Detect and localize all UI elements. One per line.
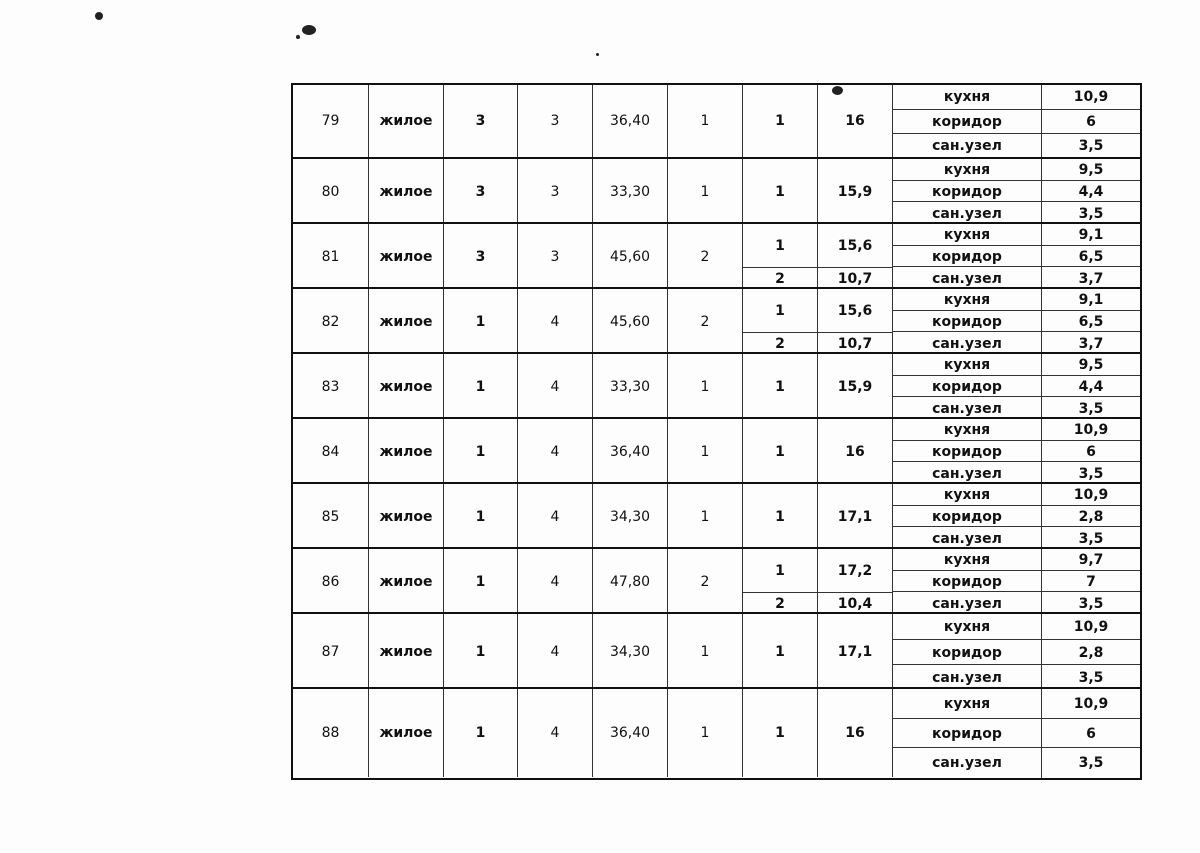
- auxiliary-rooms-block: [893, 354, 1140, 419]
- flat-number-cell: 85: [293, 484, 369, 549]
- total-area-cell: 45,60: [593, 224, 668, 289]
- room-number-cell: 1: [743, 224, 818, 267]
- flat-row: [293, 612, 1140, 689]
- scan-speck: [302, 25, 316, 35]
- total-area-cell: 45,60: [593, 289, 668, 354]
- room-area-cell: 16: [818, 419, 893, 484]
- aux-room-name: сан.узел: [893, 267, 1042, 290]
- aux-room-area: 10,9: [1073, 695, 1109, 712]
- floor-cell: 3: [518, 224, 593, 289]
- flat-row: [293, 547, 1140, 614]
- rooms-count-cell: 1: [668, 689, 743, 777]
- aux-room-area: 6: [1086, 443, 1096, 460]
- aux-room-area: 3,5: [1078, 755, 1104, 771]
- room-number-cell: 1: [743, 614, 818, 689]
- aux-room-area: 2,8: [1078, 508, 1104, 525]
- floor-cell: 4: [518, 419, 593, 484]
- aux-room-name: кухня: [893, 159, 1042, 180]
- flat-number-cell: 83: [293, 354, 369, 419]
- aux-room-name: кухня: [893, 419, 1042, 440]
- rooms-count-cell: 2: [668, 549, 743, 614]
- auxiliary-room-row: [893, 133, 1140, 158]
- auxiliary-room-row: [893, 614, 1140, 639]
- scan-speck: [95, 12, 103, 20]
- room-area-cell: 17,2: [818, 549, 893, 592]
- total-area-cell: 34,30: [593, 614, 668, 689]
- aux-room-name: кухня: [893, 614, 1042, 639]
- room-number-cell: 1: [743, 549, 818, 592]
- floor-cell: 3: [518, 159, 593, 224]
- auxiliary-rooms-block: [893, 224, 1140, 289]
- auxiliary-rooms-block: [893, 614, 1140, 689]
- living-rooms-block: [743, 85, 893, 157]
- auxiliary-room-row: [893, 375, 1140, 397]
- section-cell: 1: [444, 689, 518, 777]
- aux-room-area: 6,5: [1078, 313, 1104, 330]
- auxiliary-rooms-block: [893, 419, 1140, 484]
- living-room-row: [743, 354, 893, 419]
- flat-number-cell: 84: [293, 419, 369, 484]
- aux-room-area: 10,9: [1073, 421, 1109, 438]
- purpose-cell: жилое: [369, 289, 444, 354]
- total-area-cell: 36,40: [593, 689, 668, 777]
- aux-room-area: 6,5: [1078, 248, 1104, 265]
- floor-cell: 4: [518, 689, 593, 777]
- aux-room-name: сан.узел: [893, 134, 1042, 158]
- auxiliary-rooms-block: [893, 549, 1140, 614]
- room-number-cell: 1: [743, 289, 818, 332]
- aux-room-area: 3,5: [1078, 205, 1104, 222]
- floor-cell: 3: [518, 85, 593, 157]
- aux-room-area: 9,1: [1078, 291, 1104, 308]
- aux-room-area: 2,8: [1078, 644, 1104, 661]
- aux-room-area: 3,5: [1078, 595, 1104, 612]
- aux-room-name: коридор: [893, 719, 1042, 748]
- living-room-row: [743, 224, 893, 267]
- aux-room-name: коридор: [893, 376, 1042, 397]
- living-rooms-block: [743, 159, 893, 224]
- living-room-row: [743, 549, 893, 592]
- total-area-cell: 36,40: [593, 85, 668, 157]
- purpose-cell: жилое: [369, 689, 444, 777]
- purpose-cell: жилое: [369, 354, 444, 419]
- rooms-count-cell: 1: [668, 419, 743, 484]
- room-number-cell: 1: [743, 419, 818, 484]
- aux-room-area: 3,5: [1078, 669, 1104, 686]
- section-cell: 1: [444, 354, 518, 419]
- aux-room-name: сан.узел: [893, 665, 1042, 690]
- floor-cell: 4: [518, 614, 593, 689]
- section-cell: 1: [444, 419, 518, 484]
- rooms-count-cell: 1: [668, 159, 743, 224]
- auxiliary-room-row: [893, 484, 1140, 505]
- aux-room-name: коридор: [893, 506, 1042, 527]
- auxiliary-room-row: [893, 440, 1140, 462]
- room-area-cell: 17,1: [818, 484, 893, 549]
- auxiliary-rooms-block: [893, 689, 1140, 777]
- aux-room-name: кухня: [893, 549, 1042, 570]
- purpose-cell: жилое: [369, 159, 444, 224]
- section-cell: 1: [444, 484, 518, 549]
- auxiliary-room-row: [893, 718, 1140, 748]
- living-rooms-block: [743, 289, 893, 354]
- apartments-table: [291, 83, 1142, 780]
- flat-row: [293, 482, 1140, 549]
- aux-room-area: 4,4: [1078, 183, 1104, 200]
- flat-number-cell: 80: [293, 159, 369, 224]
- auxiliary-room-row: [893, 159, 1140, 180]
- rooms-count-cell: 1: [668, 484, 743, 549]
- section-cell: 3: [444, 85, 518, 157]
- room-number-cell: 1: [743, 484, 818, 549]
- total-area-cell: 33,30: [593, 159, 668, 224]
- flat-number-cell: 79: [293, 85, 369, 157]
- auxiliary-room-row: [893, 549, 1140, 570]
- aux-room-name: коридор: [893, 110, 1042, 134]
- auxiliary-room-row: [893, 180, 1140, 202]
- total-area-cell: 36,40: [593, 419, 668, 484]
- living-rooms-block: [743, 419, 893, 484]
- living-room-row: [743, 289, 893, 332]
- flat-number-cell: 81: [293, 224, 369, 289]
- rooms-count-cell: 1: [668, 354, 743, 419]
- living-room-row: [743, 689, 893, 777]
- living-rooms-block: [743, 689, 893, 777]
- aux-room-area: 9,5: [1078, 161, 1104, 178]
- room-area-cell: 15,9: [818, 354, 893, 419]
- aux-room-name: коридор: [893, 640, 1042, 665]
- auxiliary-room-row: [893, 224, 1140, 245]
- flat-row: [293, 417, 1140, 484]
- total-area-cell: 47,80: [593, 549, 668, 614]
- flat-number-cell: 86: [293, 549, 369, 614]
- aux-room-name: кухня: [893, 484, 1042, 505]
- auxiliary-room-row: [893, 245, 1140, 267]
- aux-room-area: 6: [1086, 114, 1096, 130]
- floor-cell: 4: [518, 484, 593, 549]
- aux-room-name: сан.узел: [893, 748, 1042, 778]
- section-cell: 1: [444, 614, 518, 689]
- aux-room-name: сан.узел: [893, 592, 1042, 615]
- aux-room-area: 3,7: [1078, 335, 1104, 352]
- floor-cell: 4: [518, 549, 593, 614]
- auxiliary-room-row: [893, 310, 1140, 332]
- aux-room-name: коридор: [893, 441, 1042, 462]
- aux-room-name: сан.узел: [893, 397, 1042, 420]
- auxiliary-room-row: [893, 289, 1140, 310]
- aux-room-area: 10,9: [1073, 486, 1109, 503]
- auxiliary-room-row: [893, 639, 1140, 665]
- room-area-cell: 10,7: [818, 333, 893, 355]
- room-area-cell: 17,1: [818, 614, 893, 689]
- scan-speck: [296, 35, 300, 39]
- living-rooms-block: [743, 549, 893, 614]
- aux-room-name: кухня: [893, 689, 1042, 718]
- purpose-cell: жилое: [369, 614, 444, 689]
- rooms-count-cell: 1: [668, 85, 743, 157]
- floor-cell: 4: [518, 354, 593, 419]
- auxiliary-room-row: [893, 689, 1140, 718]
- room-number-cell: 1: [743, 85, 818, 157]
- room-area-cell: 15,6: [818, 289, 893, 332]
- floor-cell: 4: [518, 289, 593, 354]
- section-cell: 1: [444, 289, 518, 354]
- flat-number-cell: 82: [293, 289, 369, 354]
- living-room-row: [743, 85, 893, 157]
- auxiliary-rooms-block: [893, 85, 1140, 157]
- living-rooms-block: [743, 614, 893, 689]
- aux-room-area: 10,9: [1073, 618, 1109, 635]
- auxiliary-room-row: [893, 354, 1140, 375]
- aux-room-area: 3,5: [1078, 138, 1104, 154]
- aux-room-name: кухня: [893, 224, 1042, 245]
- flat-number-cell: 87: [293, 614, 369, 689]
- flat-row: [293, 85, 1140, 157]
- aux-room-name: сан.узел: [893, 462, 1042, 485]
- flat-number-cell: 88: [293, 689, 369, 777]
- living-room-row: [743, 614, 893, 689]
- auxiliary-room-row: [893, 570, 1140, 592]
- aux-room-name: кухня: [893, 85, 1042, 109]
- living-room-row: [743, 159, 893, 224]
- room-number-cell: 2: [743, 593, 818, 615]
- flat-row: [293, 157, 1140, 224]
- room-area-cell: 10,7: [818, 268, 893, 290]
- aux-room-name: сан.узел: [893, 202, 1042, 225]
- living-rooms-block: [743, 224, 893, 289]
- auxiliary-rooms-block: [893, 484, 1140, 549]
- auxiliary-rooms-block: [893, 159, 1140, 224]
- aux-room-area: 9,5: [1078, 356, 1104, 373]
- rooms-count-cell: 2: [668, 224, 743, 289]
- purpose-cell: жилое: [369, 484, 444, 549]
- aux-room-name: сан.узел: [893, 332, 1042, 355]
- aux-room-name: кухня: [893, 354, 1042, 375]
- aux-room-area: 10,9: [1073, 89, 1109, 105]
- room-area-cell: 16: [818, 689, 893, 777]
- section-cell: 3: [444, 159, 518, 224]
- auxiliary-room-row: [893, 747, 1140, 778]
- aux-room-name: коридор: [893, 571, 1042, 592]
- room-number-cell: 1: [743, 354, 818, 419]
- total-area-cell: 34,30: [593, 484, 668, 549]
- aux-room-name: коридор: [893, 246, 1042, 267]
- rooms-count-cell: 1: [668, 614, 743, 689]
- section-cell: 3: [444, 224, 518, 289]
- aux-room-area: 9,7: [1078, 551, 1104, 568]
- section-cell: 1: [444, 549, 518, 614]
- flat-row: [293, 222, 1140, 289]
- aux-room-area: 3,5: [1078, 400, 1104, 417]
- aux-room-area: 7: [1086, 573, 1096, 590]
- living-room-row: [743, 419, 893, 484]
- aux-room-area: 3,7: [1078, 270, 1104, 287]
- total-area-cell: 33,30: [593, 354, 668, 419]
- room-area-cell: 15,6: [818, 224, 893, 267]
- auxiliary-room-row: [893, 419, 1140, 440]
- flat-row: [293, 287, 1140, 354]
- room-number-cell: 2: [743, 268, 818, 290]
- room-number-cell: 1: [743, 159, 818, 224]
- aux-room-name: кухня: [893, 289, 1042, 310]
- room-number-cell: 1: [743, 689, 818, 777]
- aux-room-area: 3,5: [1078, 465, 1104, 482]
- aux-room-area: 3,5: [1078, 530, 1104, 547]
- aux-room-area: 6: [1086, 725, 1096, 742]
- aux-room-area: 9,1: [1078, 226, 1104, 243]
- room-area-cell: 15,9: [818, 159, 893, 224]
- room-area-cell: 16: [818, 85, 893, 157]
- purpose-cell: жилое: [369, 549, 444, 614]
- purpose-cell: жилое: [369, 224, 444, 289]
- scan-speck: [596, 53, 599, 56]
- aux-room-name: сан.узел: [893, 527, 1042, 550]
- aux-room-area: 4,4: [1078, 378, 1104, 395]
- rooms-count-cell: 2: [668, 289, 743, 354]
- purpose-cell: жилое: [369, 419, 444, 484]
- room-area-cell: 10,4: [818, 593, 893, 615]
- auxiliary-room-row: [893, 85, 1140, 109]
- living-room-row: [743, 484, 893, 549]
- room-number-cell: 2: [743, 333, 818, 355]
- aux-room-name: коридор: [893, 311, 1042, 332]
- flat-row: [293, 352, 1140, 419]
- living-rooms-block: [743, 354, 893, 419]
- purpose-cell: жилое: [369, 85, 444, 157]
- auxiliary-room-row: [893, 505, 1140, 527]
- auxiliary-rooms-block: [893, 289, 1140, 354]
- auxiliary-room-row: [893, 109, 1140, 134]
- living-rooms-block: [743, 484, 893, 549]
- flat-row: [293, 687, 1140, 777]
- aux-room-name: коридор: [893, 181, 1042, 202]
